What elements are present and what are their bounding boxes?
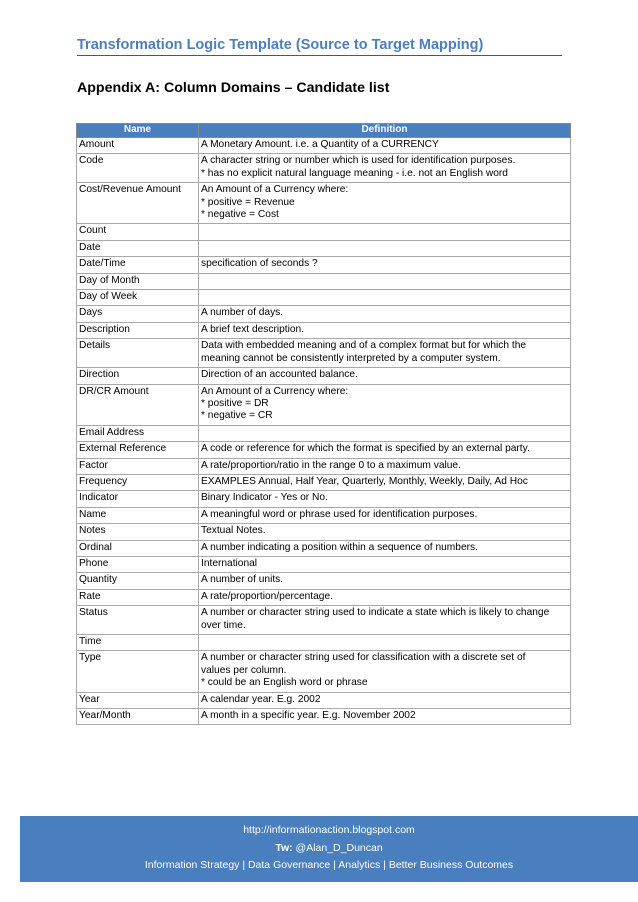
domain-definition-cell: A brief text description. [199, 322, 571, 338]
domain-name-cell: Code [77, 154, 199, 183]
domain-definition-cell: Binary Indicator - Yes or No. [199, 491, 571, 507]
table-body [77, 138, 571, 725]
table-row [77, 458, 571, 474]
domain-definition-cell: A month in a specific year. E.g. November 2002 [199, 709, 571, 725]
table-row [77, 556, 571, 572]
table-row [77, 425, 571, 441]
domain-name-cell: Name [77, 507, 199, 523]
table-row [77, 524, 571, 540]
footer-twitter-handle[interactable]: @Alan_D_Duncan [295, 842, 383, 854]
table-row [77, 240, 571, 256]
footer-twitter-label: Tw: [275, 842, 293, 854]
table-row [77, 290, 571, 306]
table-row [77, 273, 571, 289]
domain-name-cell: Status [77, 606, 199, 635]
domain-definition-cell: A character string or number which is used for identification purposes. * has no explicit natural language meaning - i.e. not an English word [199, 154, 571, 183]
footer-url[interactable]: http://informationaction.blogspot.com [243, 824, 415, 836]
domain-definition-cell [199, 635, 571, 651]
footer-tagline: Information Strategy | Data Governance | Analytics | Better Business Outcomes [144, 859, 514, 871]
table-row [77, 507, 571, 523]
domain-name-cell: Year [77, 692, 199, 708]
domain-name-cell: Factor [77, 458, 199, 474]
table-row [77, 154, 571, 183]
domain-definition-cell: A number or character string used to indicate a state which is likely to change over time. [199, 606, 571, 635]
domain-name-cell: Year/Month [77, 709, 199, 725]
domain-definition-cell: A meaningful word or phrase used for identification purposes. [199, 507, 571, 523]
domain-name-cell: Amount [77, 138, 199, 154]
domain-definition-cell: A rate/proportion/ratio in the range 0 to a maximum value. [199, 458, 571, 474]
domain-definition-cell [199, 290, 571, 306]
domain-name-cell: Phone [77, 556, 199, 572]
table-row [77, 635, 571, 651]
domain-name-cell: Cost/Revenue Amount [77, 183, 199, 224]
table-row [77, 651, 571, 692]
domain-name-cell: Days [77, 306, 199, 322]
domain-definition-cell [199, 425, 571, 441]
table-row [77, 709, 571, 725]
domain-name-cell: Frequency [77, 474, 199, 490]
domain-name-cell: Type [77, 651, 199, 692]
domain-definition-cell: Textual Notes. [199, 524, 571, 540]
table-row [77, 692, 571, 708]
table-row [77, 138, 571, 154]
column-domains-table [76, 123, 571, 725]
domain-name-cell: Email Address [77, 425, 199, 441]
domain-definition-cell: An Amount of a Currency where: * positive = Revenue * negative = Cost [199, 183, 571, 224]
domain-name-cell: Quantity [77, 573, 199, 589]
domain-definition-cell: A number indicating a position within a sequence of numbers. [199, 540, 571, 556]
domain-definition-cell: A number of units. [199, 573, 571, 589]
domain-name-cell: Time [77, 635, 199, 651]
domain-definition-cell: Direction of an accounted balance. [199, 368, 571, 384]
domain-name-cell: External Reference [77, 442, 199, 458]
table-row [77, 368, 571, 384]
footer-banner [20, 816, 638, 882]
column-header-definition: Definition [199, 124, 571, 138]
table-row [77, 540, 571, 556]
table-row [77, 491, 571, 507]
table-row [77, 306, 571, 322]
domain-definition-cell [199, 240, 571, 256]
domain-name-cell: Description [77, 322, 199, 338]
domain-definition-cell: specification of seconds ? [199, 257, 571, 273]
domain-name-cell: Notes [77, 524, 199, 540]
table-row [77, 224, 571, 240]
domain-definition-cell: A number or character string used for classification with a discrete set of values per column. * could be an English word or phrase [199, 651, 571, 692]
table-row [77, 589, 571, 605]
domain-name-cell: Direction [77, 368, 199, 384]
table-row [77, 257, 571, 273]
domain-name-cell: Day of Month [77, 273, 199, 289]
domain-definition-cell: EXAMPLES Annual, Half Year, Quarterly, Monthly, Weekly, Daily, Ad Hoc [199, 474, 571, 490]
table-row [77, 183, 571, 224]
domain-definition-cell: A number of days. [199, 306, 571, 322]
domain-name-cell: Date [77, 240, 199, 256]
domain-name-cell: Count [77, 224, 199, 240]
domain-name-cell: Rate [77, 589, 199, 605]
domain-definition-cell: A rate/proportion/percentage. [199, 589, 571, 605]
domain-definition-cell [199, 273, 571, 289]
footer-twitter [20, 842, 638, 854]
domain-name-cell: Date/Time [77, 257, 199, 273]
table-row [77, 384, 571, 425]
section-heading: Appendix A: Column Domains – Candidate list [77, 80, 390, 96]
domain-definition-cell: A calendar year. E.g. 2002 [199, 692, 571, 708]
table-row [77, 474, 571, 490]
table-row [77, 322, 571, 338]
domain-name-cell: Indicator [77, 491, 199, 507]
domain-definition-cell [199, 224, 571, 240]
table-row [77, 442, 571, 458]
domain-definition-cell: Data with embedded meaning and of a complex format but for which the meaning cannot be consistently interpreted by a computer system. [199, 339, 571, 368]
table-header-row [77, 124, 571, 138]
domain-definition-cell: A Monetary Amount. i.e. a Quantity of a CURRENCY [199, 138, 571, 154]
table-row [77, 606, 571, 635]
domain-name-cell: Details [77, 339, 199, 368]
document-title: Transformation Logic Template (Source to Target Mapping) [77, 37, 562, 56]
domain-name-cell: Ordinal [77, 540, 199, 556]
domain-name-cell: Day of Week [77, 290, 199, 306]
domain-definition-cell: An Amount of a Currency where: * positive = DR * negative = CR [199, 384, 571, 425]
table-row [77, 339, 571, 368]
column-header-name: Name [77, 124, 199, 138]
table-row [77, 573, 571, 589]
domain-definition-cell: International [199, 556, 571, 572]
domain-definition-cell: A code or reference for which the format is specified by an external party. [199, 442, 571, 458]
domain-name-cell: DR/CR Amount [77, 384, 199, 425]
